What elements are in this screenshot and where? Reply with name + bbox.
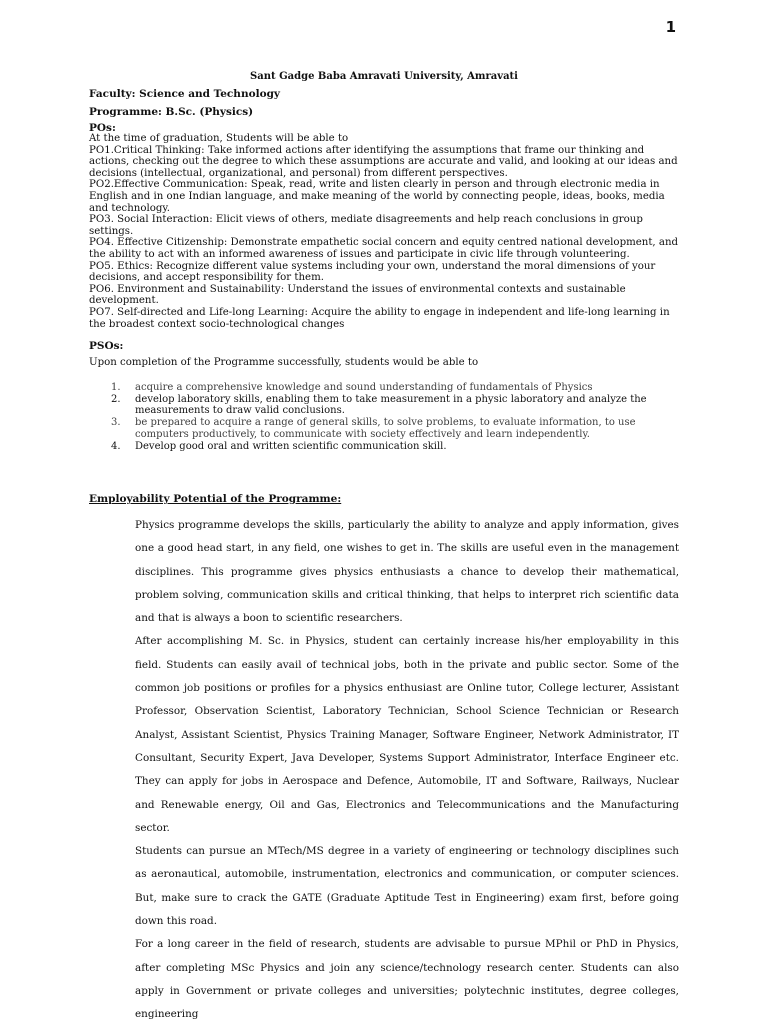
po-item: PO6. Environment and Sustainability: Understand the issues of environmental contexts and sustainable development. [89, 283, 626, 307]
paragraph: After accomplishing M. Sc. in Physics, student can certainly increase his/her employability in this field. Students can easily avail of technical jobs, both in the private and public sector. Some of the common job positions or profiles for a physics enthusiast are Online tutor, College lecturer, Assistant Professor, Observation Scientist, Laboratory Technician, School Science Technician or Research Analyst, Assistant Scientist, Physics Training Manager, Software Engineer, Network Administrator, IT Consultant, Security Expert, Java Developer, Systems Support Administrator, Interface Engineer etc. They can apply for jobs in Aerospace and Defence, Automobile, IT and Software, Railways, Nuclear and Renewable energy, Oil and Gas, Electronics and Telecommunications and the Manufacturing sector. [135, 635, 679, 834]
list-number: 1. [111, 382, 121, 393]
list-item [108, 441, 648, 453]
list-item-text: develop laboratory skills, enabling them to take measurement in a physic laboratory and analyze the measurements to draw valid conclusions. [135, 393, 647, 417]
po-item: PO2.Effective Communication: Speak, read, write and listen clearly in person and through electronic media in English and in one Indian language, and make meaning of the world by connecting people, ideas, books, media and technology. [89, 179, 665, 214]
list-number: 3. [111, 417, 121, 429]
pso-list [108, 382, 648, 452]
psos-heading: PSOs: [89, 340, 124, 352]
list-number: 2. [111, 393, 121, 405]
paragraph: Students can pursue an MTech/MS degree in a variety of engineering or technology disciplines such as aeronautical, automobile, instrumentation, electronics and communication, or computer sciences. But, make sure to crack the GATE (Graduate Aptitude Test in Engineering) exam first, before going down this road. [135, 845, 679, 928]
employability-body [135, 514, 679, 1027]
list-item [108, 417, 648, 440]
psos-intro: Upon completion of the Programme successfully, students would be able to [89, 357, 479, 368]
list-item [108, 382, 648, 394]
po-item: PO3. Social Interaction: Elicit views of others, mediate disagreements and help reach conclusions in group settings. [89, 214, 643, 237]
faculty-line: Faculty: Science and Technology [89, 88, 281, 100]
list-item-text: be prepared to acquire a range of general skills, to solve problems, to evaluate information, to use computers productively, to communicate with society effectively and learn independently. [135, 417, 636, 440]
page-number: 1 [665, 18, 676, 36]
po-item: PO5. Ethics: Recognize different value systems including your own, understand the moral dimensions of your decisions, and accept responsibility for them. [89, 260, 656, 284]
po-item: PO7. Self-directed and Life-long Learning: Acquire the ability to engage in independent and life-long learning in the broadest context socio-technological changes [89, 306, 670, 330]
po-item: PO4. Effective Citizenship: Demonstrate empathetic social concern and equity centred national development, and the ability to act with an informed awareness of issues and participate in civic life through volunteering. [89, 237, 679, 260]
paragraph: For a long career in the field of research, students are advisable to pursue MPhil or PhD in Physics, after completing MSc Physics and join any science/technology research center. Students can also apply in Government or private colleges and universities; polytechnic institutes, degree colleges, engineering [135, 938, 679, 1021]
list-item [108, 394, 648, 417]
paragraph: Physics programme develops the skills, particularly the ability to analyze and apply information, gives one a good head start, in any field, one wishes to get in. The skills are useful even in the management disciplines. This programme gives physics enthusiasts a chance to develop their mathematical, problem solving, communication skills and critical thinking, that helps to interpret rich scientific data and that is always a boon to scientific researchers. [135, 519, 679, 625]
list-item-text: acquire a comprehensive knowledge and sound understanding of fundamentals of Physics [135, 382, 593, 393]
list-item-text: Develop good oral and written scientific communication skill. [135, 440, 447, 452]
list-number: 4. [111, 440, 121, 452]
programme-line: Programme: B.Sc. (Physics) [89, 106, 254, 118]
university-title: Sant Gadge Baba Amravati University, Amravati [250, 71, 518, 82]
po-item: PO1.Critical Thinking: Take informed actions after identifying the assumptions that frame our thinking and actions, checking out the degree to which these assumptions are accurate and valid, and looking at our ideas and decisions (intellectual, organizational, and personal) from different perspectives. [89, 144, 678, 179]
employability-heading: Employability Potential of the Programme: [89, 493, 342, 505]
pos-heading: POs: [89, 122, 116, 134]
pos-intro: At the time of graduation, Students will be able to [89, 133, 349, 144]
pos-section [89, 133, 685, 330]
